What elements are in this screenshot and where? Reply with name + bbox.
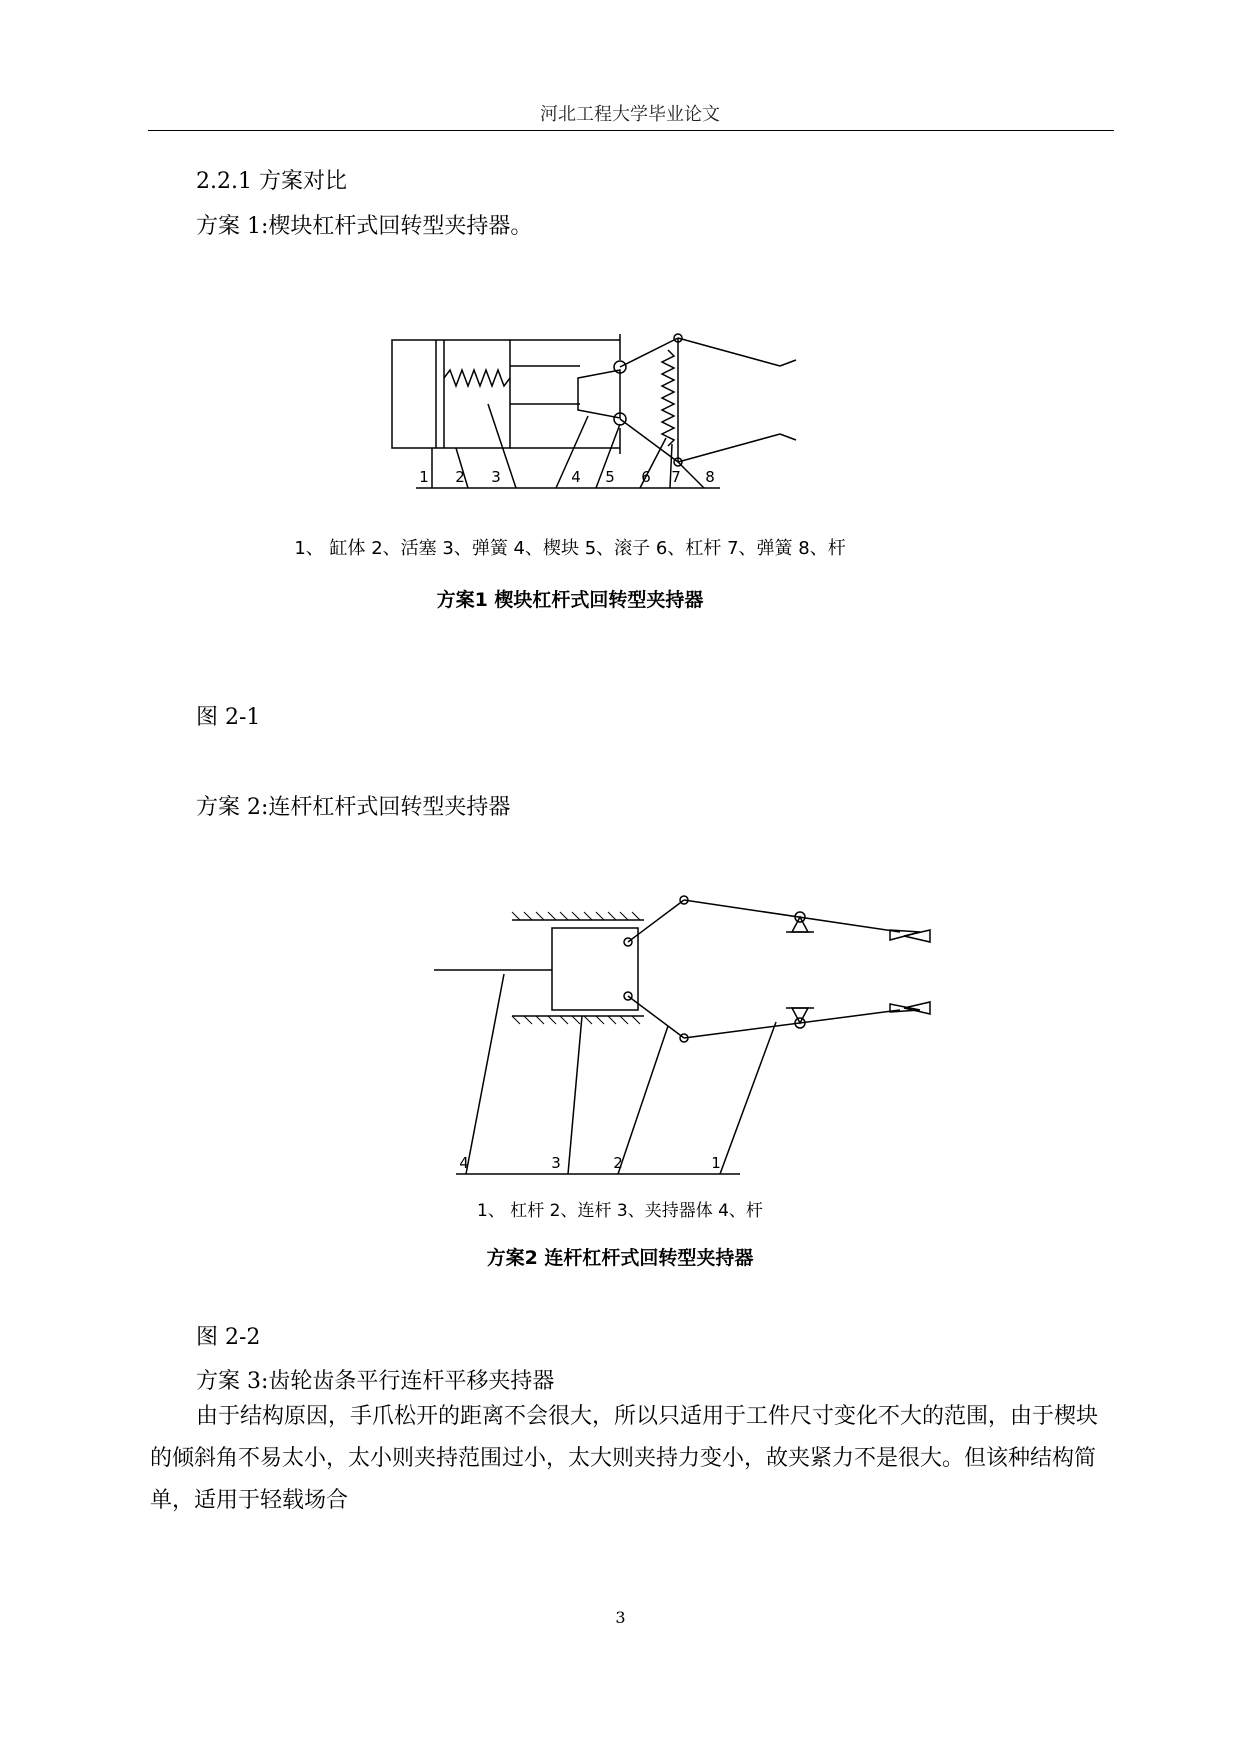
fig1-part-number: 2: [455, 468, 465, 486]
body-paragraph: 由于结构原因，手爪松开的距离不会很大，所以只适用于工件尺寸变化不大的范围，由于楔块的倾斜角不易太小，太小则夹持范围过小，太大则夹持力变小，故夹紧力不是很大。但该种结构简单，适用于轻载场合: [150, 1404, 1099, 1513]
fig1-part-number: 4: [571, 468, 581, 486]
fig1-part-number: 7: [671, 468, 681, 486]
figure2-diagram: [420, 870, 1020, 1280]
fig1-part-number: 3: [491, 468, 501, 486]
header-rule: [148, 130, 1114, 131]
fig1-part-number: 5: [605, 468, 615, 486]
fig2-part-number: 3: [551, 1154, 561, 1172]
scheme2-title: 方案 2:连杆杠杆式回转型夹持器: [196, 795, 511, 820]
fig2-part-number: 2: [613, 1154, 623, 1172]
figure2-label: 图 2-2: [196, 1325, 261, 1350]
page-number: 3: [615, 1608, 626, 1627]
figure1-label: 图 2-1: [196, 705, 261, 730]
page-header: 河北工程大学毕业论文: [540, 104, 720, 125]
fig2-part-number: 1: [711, 1154, 721, 1172]
section-heading: 2.2.1 方案对比: [196, 169, 347, 194]
fig1-part-number: 8: [705, 468, 715, 486]
scheme3-title: 方案 3:齿轮齿条平行连杆平移夹持器: [196, 1369, 555, 1394]
figure1-diagram: [294, 320, 920, 680]
fig1-caption: 方案1 楔块杠杆式回转型夹持器: [436, 589, 704, 611]
fig2-part-number: 4: [459, 1154, 469, 1172]
fig1-part-number: 1: [419, 468, 429, 486]
fig1-part-number: 6: [641, 468, 651, 486]
fig2-legend: 1、 杠杆 2、连杆 3、夹持器体 4、杆: [477, 1201, 763, 1221]
scheme1-title: 方案 1:楔块杠杆式回转型夹持器。: [196, 214, 533, 239]
fig1-legend: 1、 缸体 2、活塞 3、弹簧 4、楔块 5、滚子 6、杠杆 7、弹簧 8、杆: [294, 538, 846, 559]
fig2-caption: 方案2 连杆杠杆式回转型夹持器: [486, 1247, 754, 1269]
